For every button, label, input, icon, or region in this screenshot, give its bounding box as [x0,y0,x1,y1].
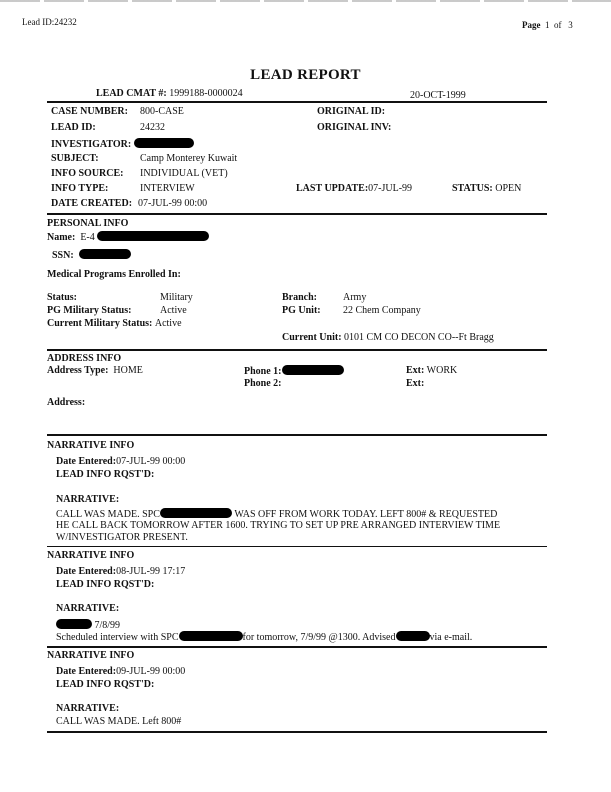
info-type-label: INFO TYPE: [51,183,109,194]
branch-label: Branch: [282,292,317,303]
pg-unit-label: PG Unit: [282,305,321,316]
header-lead-id: Lead ID:24232 [22,17,77,27]
narrative-date-3: Date Entered:09-JUL-99 00:00 [56,666,186,677]
address-info-heading: ADDRESS INFO [47,353,122,364]
top-scan-edge [0,0,611,2]
redaction-mark [56,619,92,629]
name-row: Name: E-4 [47,231,209,243]
narrative-date-2: Date Entered:08-JUL-99 17:17 [56,566,186,577]
info-source-label: INFO SOURCE: [51,168,124,179]
divider [47,349,547,351]
phone2-label: Phone 2: [244,378,282,389]
divider [47,731,547,733]
narrative-text-1a: CALL WAS MADE. SPC WAS OFF FROM WORK TODAY. LEFT 800# & REQUESTED [56,509,498,520]
current-military-row: Current Military Status: Active [47,318,182,329]
narrative-text-2b: Scheduled interview with SPC for tomorrow, 7/9/99 @1300. Advised via e-mail. [56,632,473,643]
last-update: LAST UPDATE:07-JUL-99 [296,183,413,194]
medical-programs-label: Medical Programs Enrolled In: [47,269,181,280]
divider [47,213,547,215]
address-label: Address: [47,397,86,408]
narrative-heading-2: NARRATIVE INFO [47,550,135,561]
pg-military-value: Active [160,305,187,316]
pg-military-label: PG Military Status: [47,305,132,316]
narrative-label-2: NARRATIVE: [56,603,120,614]
narrative-label-3: NARRATIVE: [56,703,120,714]
original-inv-label: ORIGINAL INV: [317,122,392,133]
case-number-label: CASE NUMBER: [51,106,128,117]
ext1-row: Ext: WORK [406,365,458,376]
report-date: 20-OCT-1999 [410,90,466,101]
status-value: Military [160,292,193,303]
narrative-text-1c: W/INVESTIGATOR PRESENT. [56,532,188,543]
ssn-row: SSN: [52,249,131,261]
info-source-value: INDIVIDUAL (VET) [140,168,228,179]
redaction-mark [79,249,131,259]
narrative-date-1: Date Entered:07-JUL-99 00:00 [56,456,186,467]
redaction-mark [97,231,209,241]
narrative-rqst-2: LEAD INFO RQST'D: [56,579,155,590]
original-id-label: ORIGINAL ID: [317,106,386,117]
divider [47,646,547,648]
narrative-label-1: NARRATIVE: [56,494,120,505]
page-indicator: Page 1 of 3 [522,20,573,30]
narrative-heading-3: NARRATIVE INFO [47,650,135,661]
status: STATUS: OPEN [452,183,522,194]
subject-label: SUBJECT: [51,153,99,164]
personal-info-heading: PERSONAL INFO [47,218,129,229]
date-created-label: DATE CREATED: [51,198,133,209]
narrative-text-3: CALL WAS MADE. Left 800# [56,716,182,727]
lead-id-value: 24232 [140,122,165,133]
redaction-mark [179,631,243,641]
page-title: LEAD REPORT [250,67,361,83]
redaction-mark [160,508,232,518]
lead-id-label: LEAD ID: [51,122,96,133]
case-number-value: 800-CASE [140,106,184,117]
info-type-value: INTERVIEW [140,183,195,194]
current-unit-row: Current Unit: 0101 CM CO DECON CO--Ft Bragg [282,332,494,343]
phone1-row: Phone 1: [244,365,344,377]
divider [47,546,547,547]
status-label: Status: [47,292,78,303]
narrative-rqst-1: LEAD INFO RQST'D: [56,469,155,480]
ext2-label: Ext: [406,378,425,389]
subject-value: Camp Monterey Kuwait [140,153,238,164]
address-type-row: Address Type: HOME [47,365,143,376]
divider [47,101,547,103]
redaction-mark [396,631,430,641]
redaction-mark [282,365,344,375]
branch-value: Army [343,292,367,303]
date-created-value: 07-JUL-99 00:00 [138,198,208,209]
divider [47,434,547,436]
pg-unit-value: 22 Chem Company [343,305,421,316]
cmat-line: LEAD CMAT #: 1999188-0000024 [96,88,243,99]
narrative-heading-1: NARRATIVE INFO [47,440,135,451]
narrative-rqst-3: LEAD INFO RQST'D: [56,679,155,690]
investigator-label: INVESTIGATOR: [51,138,194,150]
narrative-text-1b: HE CALL BACK TOMORROW AFTER 1600. TRYING TO SET UP PRE ARRANGED INTERVIEW TIME [56,520,501,531]
narrative-text-2a: 7/8/99 [56,619,120,631]
redaction-mark [134,138,194,148]
